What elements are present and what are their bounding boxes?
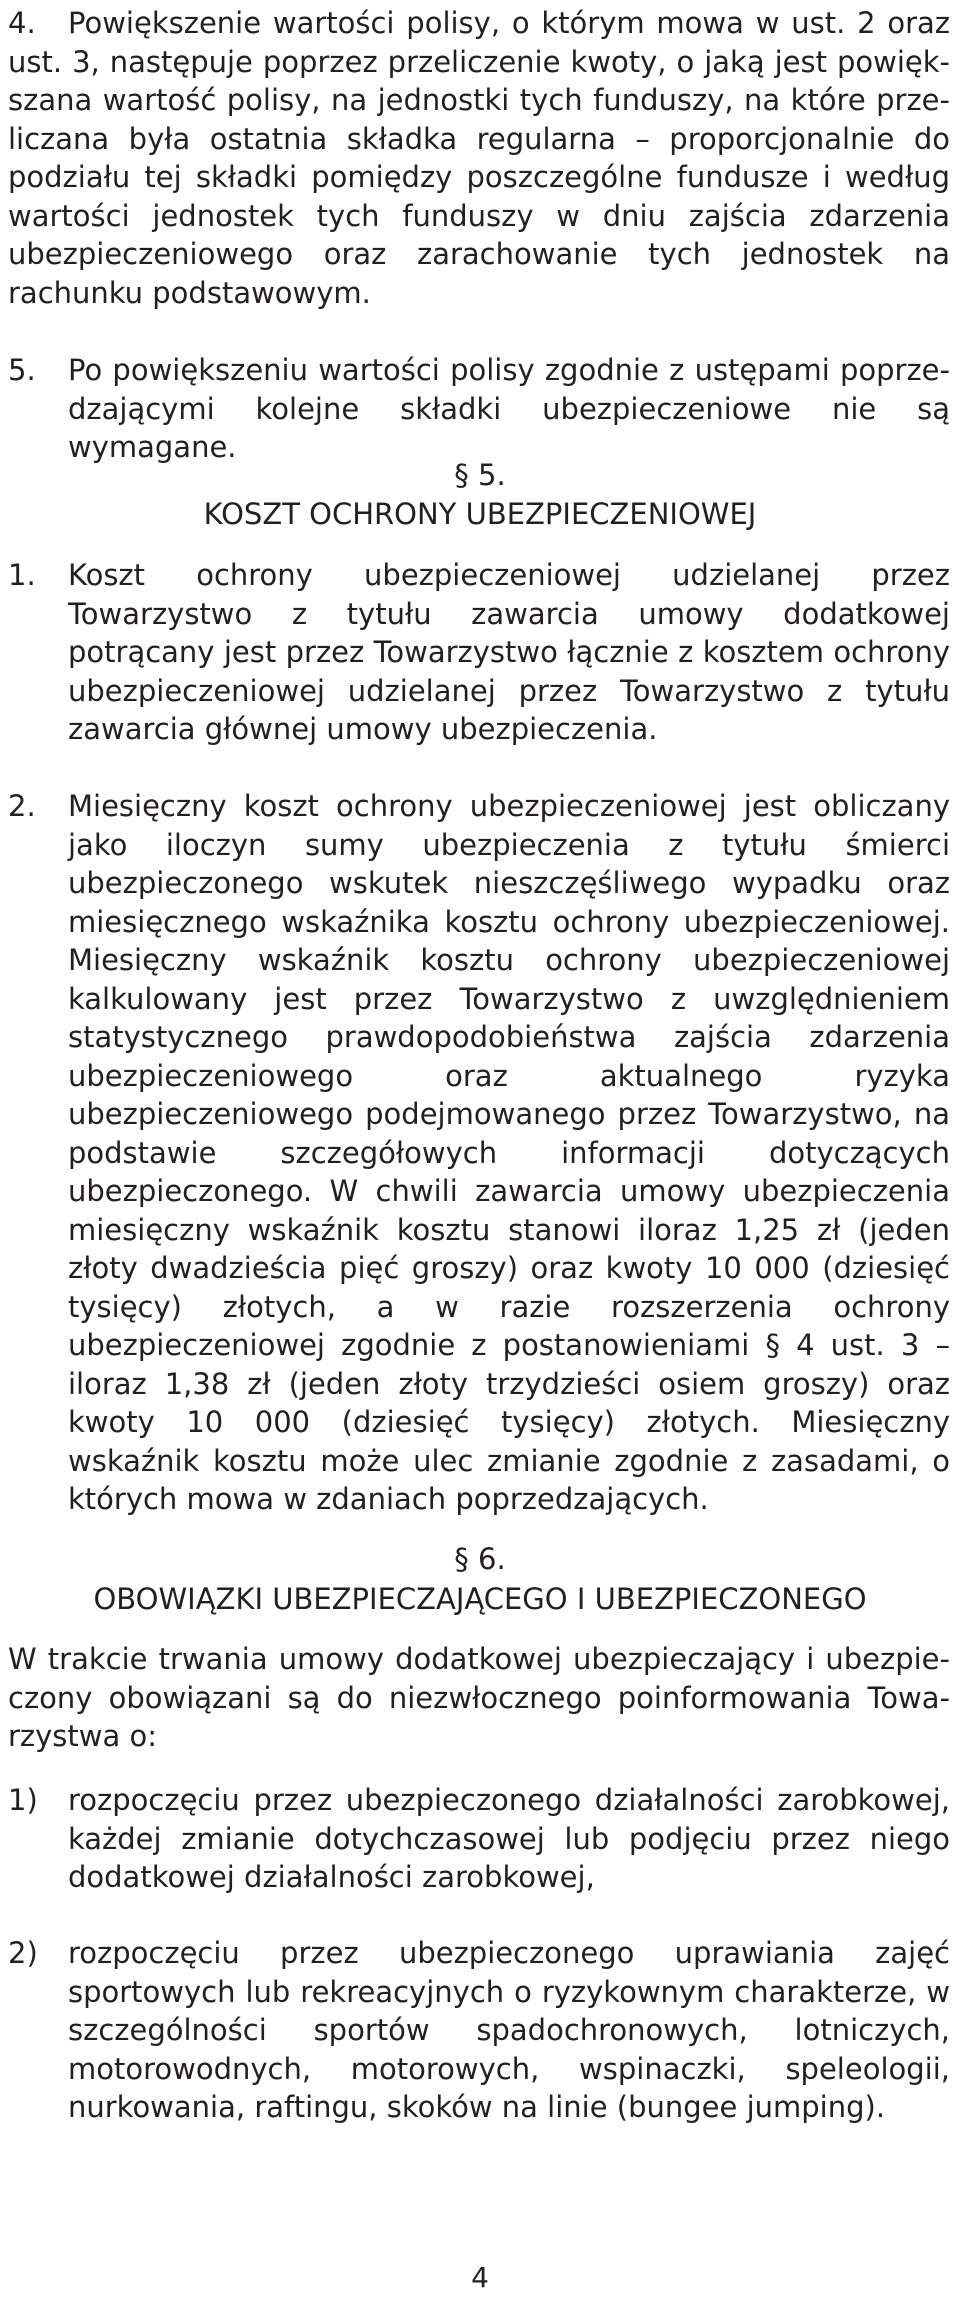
item-number: 1. bbox=[8, 558, 36, 592]
item-text: Po powiększeniu wartości polisy zgodnie z ustępami poprzedzającymi kolejne składki ubezpieczeniowe nie są wymagane. bbox=[68, 353, 950, 464]
intro-text: W trakcie trwania umowy dodatkowej ubezpieczający i ubezpieczony obowiązani są do niezwłocznego poinformowania Towarzystwa o: bbox=[8, 1642, 950, 1753]
section-title: KOSZT OCHRONY UBEZPIECZENIOWEJ bbox=[203, 497, 757, 531]
paragraph-item-4 bbox=[8, 4, 950, 312]
list-item-1 bbox=[8, 1781, 950, 1897]
item-text: Koszt ochrony ubezpieczeniowej udzielanej przez Towarzystwo z tytułu zawarcia umowy dodatkowej potrącany jest przez Towarzystwo łącznie z kosztem ochrony ubezpieczeniowej udzielanej przez Towarzystwo z tytułu zawarcia głównej umowy ubezpieczenia. bbox=[68, 558, 950, 746]
paragraph-item-2 bbox=[8, 787, 950, 1519]
item-number: 1) bbox=[8, 1783, 38, 1817]
item-number: 2) bbox=[8, 1936, 38, 1970]
item-number: 5. bbox=[8, 353, 36, 387]
item-text: rozpoczęciu przez ubezpieczonego działalności zarobkowej, każdej zmianie dotychczasowej lub podjęciu przez niego dodatkowej działalności zarobkowej, bbox=[68, 1783, 950, 1894]
section-number: § 6. bbox=[454, 1542, 506, 1576]
section-number: § 5. bbox=[454, 458, 506, 492]
section-title: OBOWIĄZKI UBEZPIECZAJĄCEGO I UBEZPIECZONEGO bbox=[93, 1582, 867, 1616]
section-intro bbox=[8, 1640, 950, 1756]
item-number: 4. bbox=[8, 6, 36, 40]
item-number: 2. bbox=[8, 789, 36, 823]
item-text: Powiększenie wartości polisy, o którym mowa w ust. 2 oraz ust. 3, następuje poprzez przeliczenie kwoty, o jaką jest powiększana wartość polisy, na jednostki tych funduszy, na które przeliczana była ostatnia składka regularna – proporcjonalnie do podziału tej składki pomiędzy poszczególne fundusze i według wartości jednostek tych funduszy w dniu zajścia zdarzenia ubezpieczeniowego oraz zarachowanie tych jednostek na rachunku podstawowym. bbox=[8, 6, 950, 310]
item-text: rozpoczęciu przez ubezpieczonego uprawiania zajęć sportowych lub rekreacyjnych o ryzykownym charakterze, w szczególności sportów spadochronowych, lotniczych, motorowodnych, motorowych, wspinaczki, speleologii, nurkowania, raftingu, skoków na linie (bungee jumping). bbox=[68, 1936, 950, 2124]
page-number: 4 bbox=[471, 2261, 489, 2294]
paragraph-item-1 bbox=[8, 556, 950, 749]
item-text: Miesięczny koszt ochrony ubezpieczeniowej jest obliczany jako iloczyn sumy ubezpieczenia z tytułu śmierci ubezpieczonego wskutek nieszczęśliwego wypadku oraz miesięcznego wskaźnika kosztu ochrony ubezpieczeniowej. Miesięczny wskaźnik kosztu ochrony ubezpieczeniowej kalkulowany jest przez Towarzystwo z uwzględnieniem statystycznego prawdopodobieństwa zajścia zdarzenia ubezpieczeniowego oraz aktualnego ryzyka ubezpieczeniowego podejmowanego przez Towarzystwo, na podstawie szczegółowych informacji dotyczących ubezpieczonego. W chwili zawarcia umowy ubezpieczenia miesięczny wskaźnik kosztu stanowi iloraz 1,25 zł (jeden złoty dwadzieścia pięć groszy) oraz kwoty 10 000 (dziesięć tysięcy) złotych, a w razie rozszerzenia ochrony ubezpieczeniowej zgodnie z postanowieniami § 4 ust. 3 – iloraz 1,38 zł (jeden złoty trzydzieści osiem groszy) oraz kwoty 10 000 (dziesięć tysięcy) złotych. Miesięczny wskaźnik kosztu może ulec zmianie zgodnie z zasadami, o których mowa w zdaniach poprzedzających. bbox=[68, 789, 950, 1516]
list-item-2 bbox=[8, 1934, 950, 2127]
paragraph-item-5 bbox=[8, 351, 950, 467]
